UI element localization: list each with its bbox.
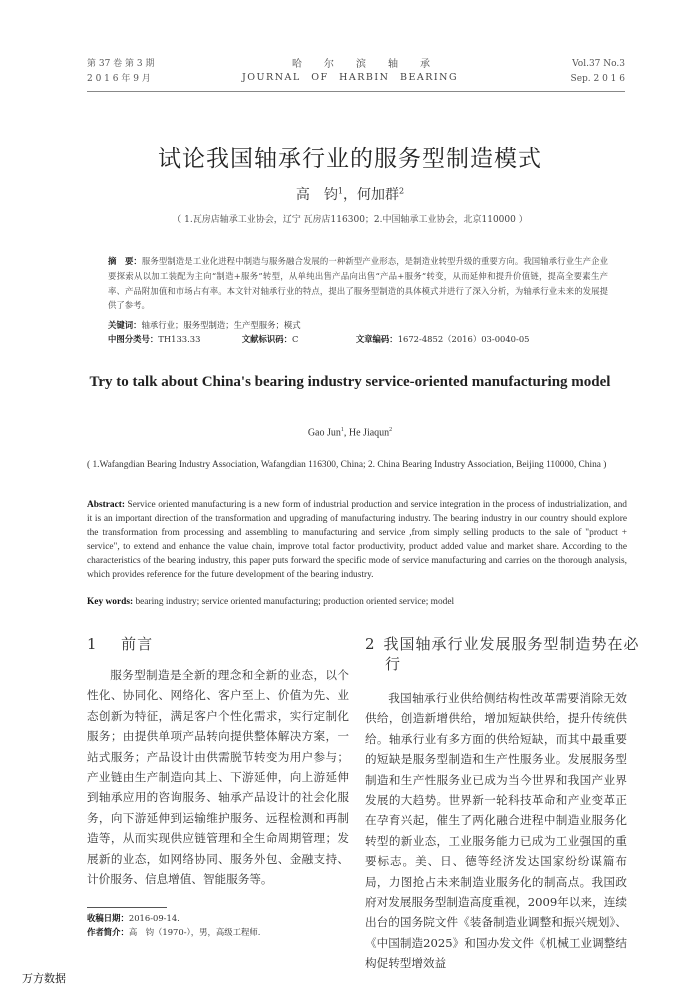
watermark: 万方数据 <box>22 972 66 985</box>
author-bio-value: 高 钧（1970-），男，高级工程师. <box>128 927 261 937</box>
article-number-label: 文章编码： <box>355 334 398 344</box>
abstract-cn <box>108 254 608 313</box>
article-number-value: 1672-4852（2016）03-0040-05 <box>397 334 530 344</box>
authors-cn <box>0 184 700 204</box>
abstract-en-label: Abstract: <box>87 500 126 510</box>
doc-code-value: C <box>292 334 299 344</box>
paper-title-cn: 试论我国轴承行业的服务型制造模式 <box>158 146 542 172</box>
classification-line <box>108 333 608 345</box>
journal-name-cn: 哈尔滨轴承 <box>292 59 452 70</box>
section-1-number: 1 <box>87 635 98 653</box>
journal-name-en: JOURNAL OF HARBIN BEARING <box>241 72 459 83</box>
author-separator-en: , <box>343 427 349 439</box>
abstract-cn-text: 服务型制造是工业化进程中制造与服务融合发展的一种新型产业形态，是制造业转型升级的重要方向。我国轴承行业生产企业要探索从以加工装配为主向“制造+服务”转型，从单纯出售产品向出售“产品+服务”转变，从而延伸和提升价值链，提高全要素生产率、产品附加值和市场占有率。本文针对轴承行业的特点，提出了服务型制造的具体模式并进行了深入分析，为轴承行业未来的发展提供了参考。 <box>108 256 608 311</box>
clc-label: 中图分类号： <box>108 334 159 344</box>
keywords-cn-text: 轴承行业；服务型制造；生产型服务；模式 <box>141 320 301 330</box>
section-2-title: 我国轴承行业发展服务型制造势在必行 <box>383 635 640 673</box>
keywords-en-label: Key words: <box>87 597 134 607</box>
author-bio-label: 作者简介： <box>87 927 129 937</box>
volume-issue-cn: 第 37 卷 第 3 期 <box>87 59 155 69</box>
date-cn: 2 0 1 6 年 9 月 <box>87 74 151 84</box>
author-1-cn-affil: 1 <box>337 186 343 196</box>
section-1-paragraph: 服务型制造是全新的理念和全新的业态，以个性化、协同化、网络化、客户至上、价值为先、业态创新为特征，满足客户个性化需求，实行定制化服务；由提供单项产品转向提供整体解决方案，一站式服务；产品设计由供需脱节转变为用户参与；产业链由生产制造向其上、下游延伸，向上游延伸到轴承应用的咨询服务、轴承产品设计的社会化服务，向下游延伸到运输维护服务、远程检测和再制造等，从而实现供应链管理和全生命周期管理；发展新的业态，如网络协同、服务外包、金融支持、计价服务、信息增值、智能服务等。 <box>87 668 349 887</box>
author-1-en-affil: 1 <box>340 427 344 433</box>
received-label: 收稿日期： <box>87 913 129 923</box>
affiliation-cn: （ 1.瓦房店轴承工业协会，辽宁 瓦房店116300；2.中国轴承工业协会，北京110000 ） <box>172 215 528 225</box>
volume-issue-en: Vol.37 No.3 <box>572 59 625 69</box>
section-1-title: 前言 <box>121 635 154 653</box>
author-2-en: He Jiaqun <box>348 427 390 439</box>
abstract-en-text: Service oriented manufacturing is a new form of industrial production and service integration in the process of industrialization, and it is an important direction of the transformation and upgrading of manufacturing industry. The bearing industry in our country should explore the transformation from processing and assembling to manufacturing and service ,from simply selling products to the sale of "product + service", to extend and enhance the value chain, improve total factor productivity, product added value and market share. According to the characteristics of the bearing industry, this paper puts forward the specific mode of service manufacturing and carries on the thorough analysis, which provides reference for the future development of the bearing industry. <box>87 500 627 580</box>
section-2-heading <box>365 634 650 674</box>
section-2-paragraph: 我国轴承行业供给侧结构性改革需要消除无效供给，创造新增供给，增加短缺供给，提升传统供给。轴承行业有多方面的供给短缺，而其中最重要的短缺是服务型制造和生产性服务业。发展服务型制造和生产性服务业已成为当今世界和我国产业界发展的大趋势。世界新一轮科技革命和产业变革正在孕育兴起，催生了两化融合进程中制造业服务化转型的新业态，工业服务能力已成为工业强国的重要标志。美、日、德等经济发达国家纷纷谋篇布局，力图抢占未来制造业服务化的制高点。我国政府对发展服务型制造高度重视，2009年以来，连续出台的国务院文件《装备制造业调整和振兴规划》、《中国制造2025》和国办发文件《机械工业调整结构促转型增效益 <box>365 691 627 971</box>
author-2-cn: 何加群 <box>357 187 399 203</box>
paper-title-en: Try to talk about China's bearing industry service-oriented manufacturing model <box>89 374 611 390</box>
authors-en <box>0 427 700 438</box>
footnote-received <box>87 911 347 926</box>
abstract-en <box>87 498 627 582</box>
keywords-en-text: bearing industry; service oriented manufacturing; production oriented service; model <box>133 597 455 607</box>
section-2-number: 2 <box>365 635 376 653</box>
doc-code-label: 文献标识码： <box>241 334 293 344</box>
clc-value: TH133.33 <box>158 334 201 344</box>
author-1-en: Gao Jun <box>307 427 341 439</box>
author-2-en-affil: 2 <box>389 427 393 433</box>
author-separator-cn: ， <box>343 187 357 203</box>
keywords-en <box>87 597 627 607</box>
affiliation-en: ( 1.Wafangdian Bearing Industry Association, Wafangdian 116300, China; 2. China Bearing Industry Association, Beijing 110000, China ) <box>87 460 607 470</box>
abstract-cn-label: 摘 要： <box>108 256 142 266</box>
footnote-author <box>87 925 347 940</box>
date-en: Sep. 2 0 1 6 <box>570 74 625 84</box>
section-1-heading <box>87 634 347 654</box>
received-value: 2016-09-14. <box>128 913 180 923</box>
author-2-cn-affil: 2 <box>399 186 405 196</box>
author-1-cn: 高 钧 <box>295 187 338 203</box>
keywords-cn <box>108 319 608 331</box>
keywords-cn-label: 关键词： <box>108 320 142 330</box>
header-rule <box>87 91 625 92</box>
footnote-rule <box>87 907 167 908</box>
